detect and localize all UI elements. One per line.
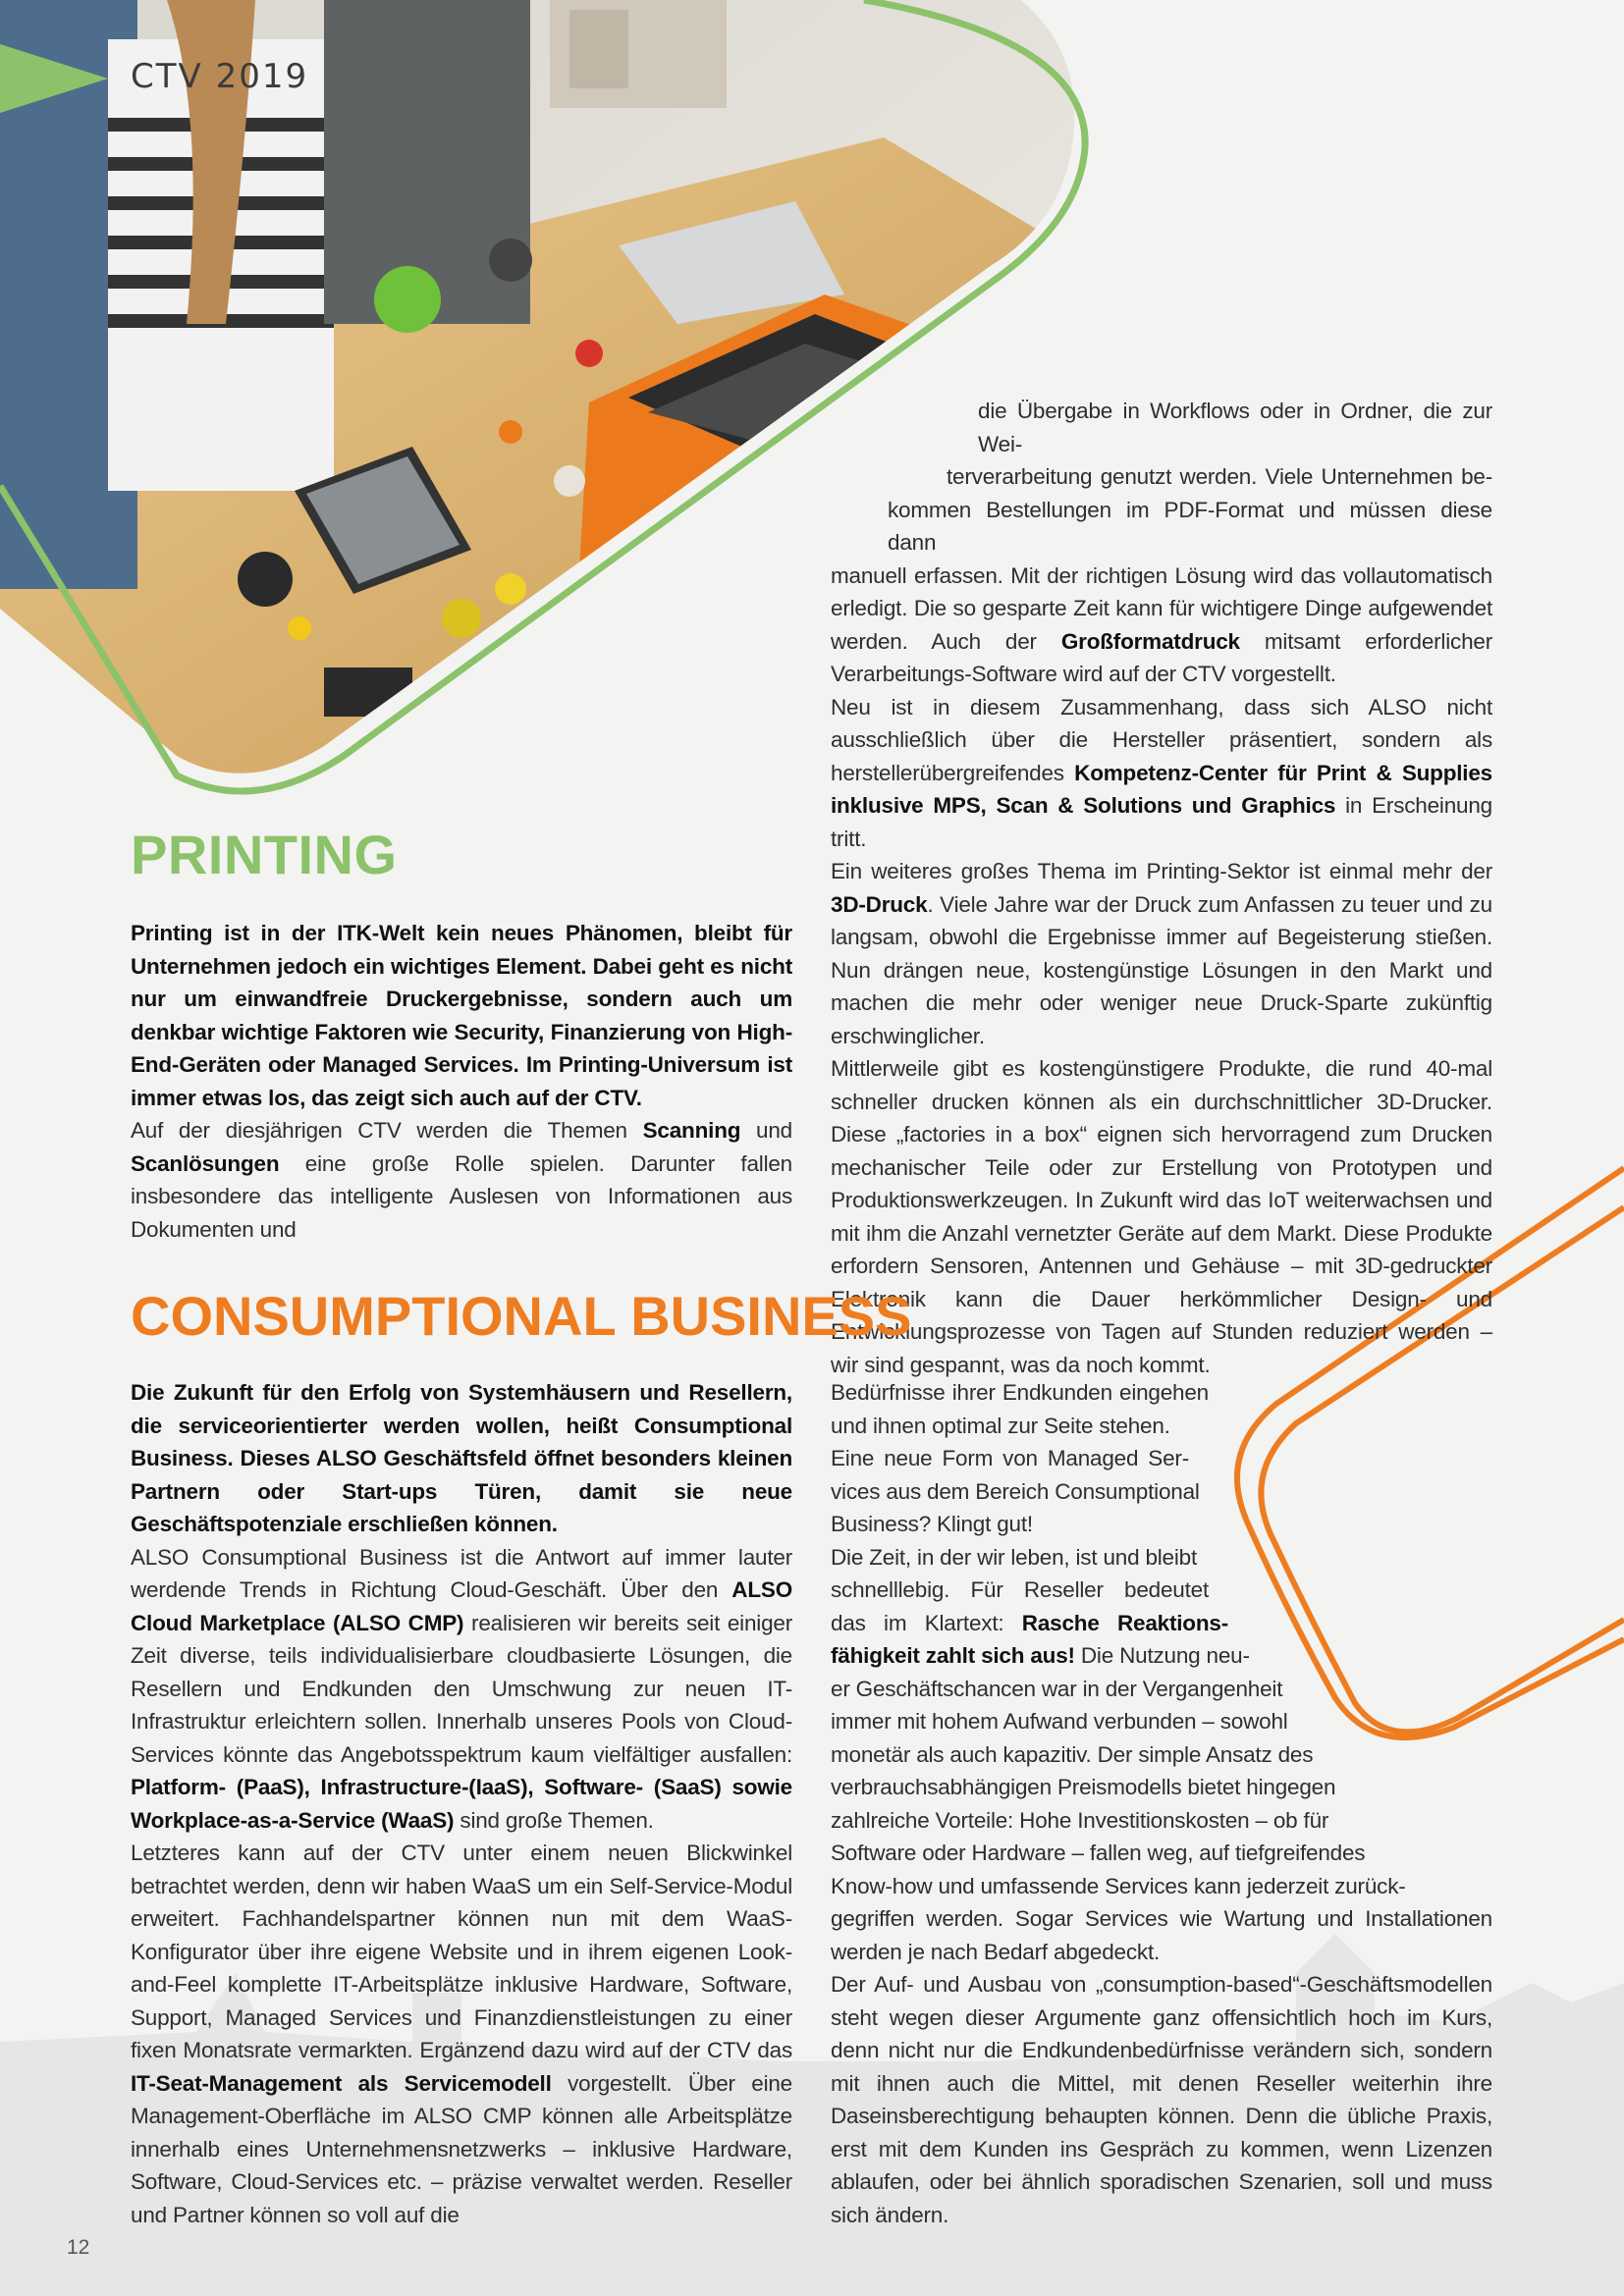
consumptional-right-paragraph-last: Der Auf- und Ausbau von „consumption-based“-Geschäftsmodellen steht wegen dieser Argumente ganz offensichtlich hoch im Kurs, denn nicht nur die Endkundenbedürfnisse verändern sich, sondern mit ihnen auch die Mittel, mit denen Reseller weiterhin ihre Daseinsberechtigung behaupten können. Denn die übliche Praxis, erst mit dem Kunden ins Gespräch zu kommen, wenn Lizenzen ablaufen, oder bei ähnlich sporadischen Szenarien, soll und muss sich ändern. [831,1972,1492,2227]
printing-right-line-3: kommen Bestellungen im PDF-Format und müssen diese dann [888,497,1492,555]
right-line: immer mit hohem Aufwand verbunden – sowohl [831,1709,1288,1734]
printing-right-paragraph-3: Ein weiteres großes Thema im Printing-Sektor ist einmal mehr der 3D-Druck. Viele Jahre war der Druck zum Anfassen zu teuer und zu langsam, obwohl die Ergebnisse immer auf Begeisterung stießen. Nun drängen neue, kostengünstige Lösungen in den Markt und machen die mehr oder weniger neue Druck-Sparte zukünftig erschwinglicher. [831,859,1492,1048]
printing-left-column [131,917,792,1246]
right-line: verbrauchsabhängigen Preismodells bietet hingegen [831,1775,1336,1799]
right-line: Business? Klingt gut! [831,1512,1033,1536]
page-number: 12 [67,2236,90,2259]
consumptional-right-lines [831,1376,1209,1607]
right-line: schnelllebig. Für Reseller bedeutet [831,1577,1209,1602]
right-line-bold-2: fähigkeit zahlt sich aus! Die Nutzung neu- [831,1643,1250,1668]
consumptional-left-column [131,1376,792,2231]
printing-title: PRINTING [131,824,398,885]
right-line: Eine neue Form von Managed Ser- [831,1446,1189,1470]
printing-right-paragraph-2: Neu ist in diesem Zusammenhang, dass sich ALSO nicht ausschließlich über die Hersteller präsentiert, sondern als herstellerübergreifendes Kompetenz-Center für Print & Supplies inklusive MPS, Scan & Solutions und Graphics in Erscheinung tritt. [831,694,1492,851]
consumptional-right-paragraph-rest: gegriffen werden. Sogar Services wie Wartung und Installationen werden je nach Bedarf abgedeckt. [831,1906,1492,1964]
consumptional-paragraph-2: Letzteres kann auf der CTV unter einem neuen Blickwinkel betrachtet werden, denn wir haben WaaS um ein Self-Service-Modul erweitert. Fachhandelspartner können nun mit dem WaaS-Konfigurator über ihre eigene Website und in ihrem eigenen Look-and-Feel komplette IT-Arbeitsplätze inklusive Hardware, Software, Support, Managed Services und Finanzdienstleistungen zu einer fixen Monatsrate vermarkten. Ergänzend dazu wird auf der CTV das IT-Seat-Management als Servicemodell vorgestellt. Über eine Management-Oberfläche im ALSO CMP können alle Arbeitsplätze innerhalb eines Unternehmensnetzwerks – inklusive Hardware, Software, Cloud-Services etc. – präzise verwaltet werden. Reseller und Partner können so voll auf die [131,1841,792,2227]
right-line: vices aus dem Bereich Consumptional [831,1478,1200,1504]
consumptional-paragraph-1: ALSO Consumptional Business ist die Antwort auf immer lauter werdende Trends in Richtung Cloud-Geschäft. Über den ALSO Cloud Marketplace (ALSO CMP) realisieren wir bereits seit einiger Zeit diverse, teils individualisierbare cloudbasierte Lösungen, die Resellern und Endkunden den Umschwung zur neuen IT-Infrastruktur erleichtern sollen. Innerhalb unseres Pools von Cloud-Services könnte das Angebotsspektrum kaum vielfältiger ausfallen: Platform- (PaaS), Infrastructure-(IaaS), Software- (SaaS) sowie Workplace-as-a-Service (WaaS) sind große Themen. [131,1544,792,1833]
printing-lead: Printing ist in der ITK-Welt kein neues Phänomen, bleibt für Unternehmen jedoch ein wichtiges Element. Dabei geht es nicht nur um einwandfreie Druckergebnisse, sondern auch um denkbar wichtige Faktoren wie Security, Finanzierung von High-End-Geräten oder Managed Services. Im Printing-Universum ist immer etwas los, das zeigt sich auch auf der CTV. [131,921,792,1110]
right-line: Software oder Hardware – fallen weg, auf tiefgreifendes [831,1841,1366,1865]
right-line: zahlreiche Vorteile: Hohe Investitionskosten – ob für [831,1807,1329,1833]
right-line: und ihnen optimal zur Seite stehen. [831,1413,1170,1438]
consumptional-lead: Die Zukunft für den Erfolg von Systemhäusern und Resellern, die serviceorientierter werden wollen, heißt Consumptional Business. Dieses ALSO Geschäftsfeld öffnet besonders kleinen Partnern oder Start-ups Türen, damit sie neue Geschäftspotenziale erschließen können. [131,1380,792,1536]
printing-right-line-2: terverarbeitung genutzt werden. Viele Unternehmen be- [947,464,1492,489]
consumptional-title: CONSUMPTIONAL BUSINESS [131,1285,912,1347]
right-line-bold: das im Klartext: Rasche Reaktions- [831,1610,1228,1635]
consumptional-right-column [831,1376,1492,2231]
printing-right-paragraph-4: Mittlerweile gibt es kostengünstigere Produkte, die rund 40-mal schneller drucken können als ein durchschnittlicher 3D-Drucker. Diese „factories in a box“ eignen sich hervorragend zum Drucken mechanischer Teile oder zur Erstellung von Prototypen und Produktionswerkzeugen. In Zukunft wird das IoT weiterwachsen und mit ihm die Anzahl vernetzter Geräte auf dem Markt. Diese Produkte erfordern Sensoren, Antennen und Gehäuse – mit 3D-gedruckter Elektronik kann die Dauer herkömmlicher Design- und Entwicklungsprozesse von Tagen auf Stunden reduziert werden – wir sind gespannt, was da noch kommt. [831,1056,1492,1377]
printing-right-paragraph-1: manuell erfassen. Mit der richtigen Lösung wird das vollautomatisch erledigt. Die so gesparte Zeit kann für wichtigere Dinge aufgewendet werden. Auch der Großformatdruck mitsamt erforderlicher Verarbeitungs-Software wird auf der CTV vorgestellt. [831,562,1492,686]
right-line: Bedürfnisse ihrer Endkunden eingehen [831,1380,1209,1405]
printing-paragraph-1: Auf der diesjährigen CTV werden die Themen Scanning und Scanlösungen eine große Rolle spielen. Darunter fallen insbesondere das intelligente Auslesen von Informationen aus Dokumenten und [131,1118,792,1242]
printing-right-column [831,395,1492,1381]
right-line: Die Zeit, in der wir leben, ist und bleibt [831,1544,1198,1570]
right-line: monetär als auch kapazitiv. Der simple Ansatz des [831,1741,1314,1767]
right-line: er Geschäftschancen war in der Vergangenheit [831,1676,1283,1701]
right-line: Know-how und umfassende Services kann jederzeit zurück- [831,1873,1406,1898]
printing-right-line-1: die Übergabe in Workflows oder in Ordner, die zur Wei- [978,399,1492,456]
header-label: CTV 2019 [131,57,309,96]
